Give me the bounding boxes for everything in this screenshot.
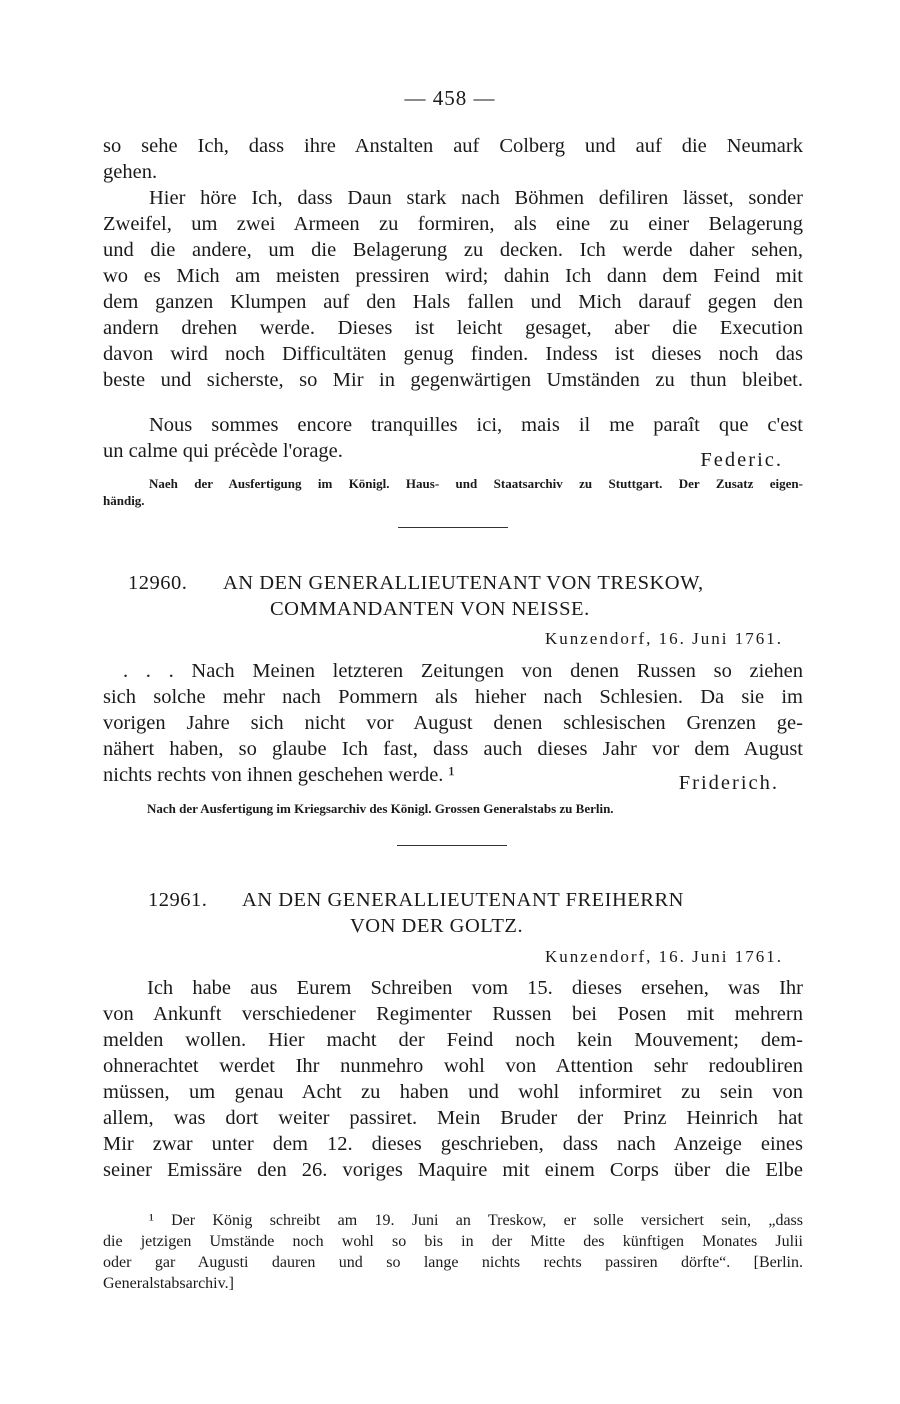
signature: Friderich. bbox=[678, 772, 779, 794]
text-line: nähert haben, so glaube Ich fast, dass auch dieses Jahr vor dem August bbox=[103, 738, 803, 760]
text-line: melden wollen. Hier macht der Feind noch kein Mouvement; dem- bbox=[103, 1029, 803, 1051]
text-line: nichts rechts von ihnen geschehen werde. ¹ bbox=[103, 764, 455, 786]
text-line: dem ganzen Klumpen auf den Hals fallen und Mich darauf gegen den bbox=[103, 291, 803, 313]
text-line: vorigen Jahre sich nicht vor August denen schlesischen Grenzen ge- bbox=[103, 712, 803, 734]
letter-title: AN DEN GENERALLIEUTENANT FREIHERRN bbox=[242, 889, 684, 911]
text-line: müssen, um genau Acht zu haben und wohl informiret zu sein von bbox=[103, 1081, 803, 1103]
text-line: Ich habe aus Eurem Schreiben vom 15. dieses ersehen, was Ihr bbox=[147, 977, 803, 999]
text-line: seiner Emissäre den 26. voriges Maquire mit einem Corps über die Elbe bbox=[103, 1159, 803, 1181]
french-line: Nous sommes encore tranquilles ici, mais il me paraît que c'est bbox=[149, 414, 803, 436]
text-line: so sehe Ich, dass ihre Anstalten auf Colberg und auf die Neumark bbox=[103, 135, 803, 157]
footnote-line: Generalstabsarchiv.] bbox=[103, 1275, 234, 1292]
section-divider bbox=[397, 845, 507, 846]
text-line: andern drehen werde. Dieses ist leicht gesaget, aber die Execution bbox=[103, 317, 803, 339]
footnote-line: oder gar Augusti dauren und so lange nichts rechts passiren dörfte“. [Berlin. bbox=[103, 1254, 803, 1271]
text-line: . . . Nach Meinen letzteren Zeitungen von denen Russen so ziehen bbox=[123, 660, 803, 682]
section-divider bbox=[398, 527, 508, 528]
text-line: beste und sicherste, so Mir in gegenwärtigen Umständen zu thun bleibet. bbox=[103, 369, 803, 391]
french-line: un calme qui précède l'orage. bbox=[103, 440, 343, 462]
text-line: davon wird noch Difficultäten genug finden. Indess ist dieses noch das bbox=[103, 343, 803, 365]
text-line: wo es Mich am meisten pressiren wird; dahin Ich dann dem Feind mit bbox=[103, 265, 803, 287]
text-line: allem, was dort weiter passiret. Mein Bruder der Prinz Heinrich hat bbox=[103, 1107, 803, 1129]
footnote-line: ¹ Der König schreibt am 19. Juni an Treskow, er solle versichert sein, „dass bbox=[149, 1212, 803, 1229]
text-line: gehen. bbox=[103, 161, 158, 183]
place-date: Kunzendorf, 16. Juni 1761. bbox=[544, 629, 783, 648]
letter-title: VON DER GOLTZ. bbox=[350, 915, 524, 937]
page-number: — 458 — bbox=[404, 86, 496, 110]
source-note: Nach der Ausfertigung im Kriegsarchiv des Königl. Grossen Generalstabs zu Berlin. bbox=[147, 801, 614, 816]
source-note: händig. bbox=[103, 493, 145, 508]
text-line: von Ankunft verschiedener Regimenter Russen bei Posen mit mehrern bbox=[103, 1003, 803, 1025]
letter-number: 12960. bbox=[128, 572, 188, 594]
place-date: Kunzendorf, 16. Juni 1761. bbox=[544, 947, 783, 966]
text-line: Mir zwar unter dem 12. dieses geschrieben, dass nach Anzeige eines bbox=[103, 1133, 803, 1155]
letter-title: AN DEN GENERALLIEUTENANT VON TRESKOW, bbox=[223, 572, 704, 594]
signature: Federic. bbox=[700, 449, 783, 471]
source-note: Naeh der Ausfertigung im Königl. Haus- und Staatsarchiv zu Stuttgart. Der Zusatz eigen- bbox=[149, 476, 803, 491]
text-line: sich solche mehr nach Pommern als hieher nach Schlesien. Da sie im bbox=[103, 686, 803, 708]
text-line: Zweifel, um zwei Armeen zu formiren, als eine zu einer Belagerung bbox=[103, 213, 803, 235]
text-line: und die andere, um die Belagerung zu decken. Ich werde daher sehen, bbox=[103, 239, 803, 261]
letter-number: 12961. bbox=[148, 889, 208, 911]
text-line: ohnerachtet werdet Ihr nunmehro wohl von Attention sehr redoubliren bbox=[103, 1055, 803, 1077]
footnote-line: die jetzigen Umstände noch wohl so bis in der Mitte des künftigen Monates Julii bbox=[103, 1233, 803, 1250]
text-line: Hier höre Ich, dass Daun stark nach Böhmen defiliren lässet, sonder bbox=[149, 187, 803, 209]
letter-title: COMMANDANTEN VON NEISSE. bbox=[270, 598, 590, 620]
